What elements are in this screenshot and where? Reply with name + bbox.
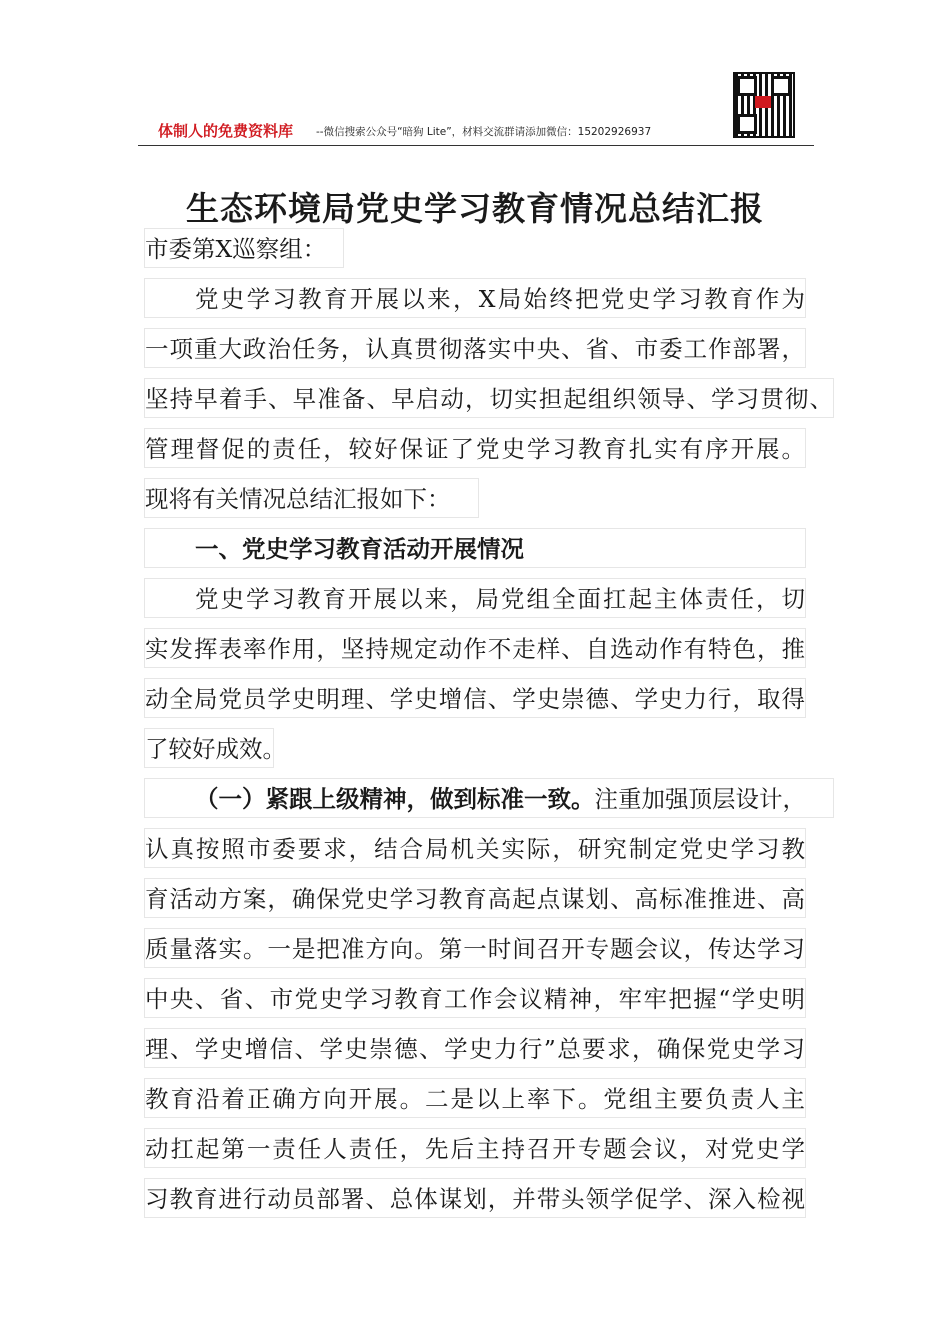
page-header <box>138 70 814 146</box>
paragraph-line: 了较好成效。 <box>144 728 274 768</box>
paragraph-line: 动全局党员学史明理、学史增信、学史崇德、学史力行，取得 <box>144 678 806 718</box>
paragraph-line: 现将有关情况总结汇报如下： <box>144 478 479 518</box>
paragraph-line: 育活动方案，确保党史学习教育高起点谋划、高标准推进、高 <box>144 878 806 918</box>
paragraph-line: 党史学习教育开展以来，X局始终把党史学习教育作为 <box>144 278 806 318</box>
section-heading: 一、党史学习教育活动开展情况 <box>144 528 806 568</box>
subsection-text: 注重加强顶层设计， <box>594 785 806 813</box>
paragraph-line: 一项重大政治任务，认真贯彻落实中央、省、市委工作部署， <box>144 328 806 368</box>
subsection-heading: （一）紧跟上级精神，做到标准一致。 <box>195 785 595 813</box>
qr-code-icon <box>733 72 795 138</box>
brand-text: 体制人的免费资料库 <box>158 122 294 140</box>
paragraph-line: 实发挥表率作用，坚持规定动作不走样、自选动作有特色，推 <box>144 628 806 668</box>
slogan-text: --微信搜索公众号“暗狗 Lite”，材料交流群请添加微信：15202926937 <box>316 126 652 138</box>
paragraph-line: 质量落实。一是把准方向。第一时间召开专题会议，传达学习 <box>144 928 806 968</box>
paragraph-line: 坚持早着手、早准备、早启动，切实担起组织领导、学习贯彻、 <box>144 378 834 418</box>
paragraph-line: 理、学史增信、学史崇德、学史力行”总要求，确保党史学习 <box>144 1028 806 1068</box>
paragraph-line: 认真按照市委要求，结合局机关实际，研究制定党史学习教 <box>144 828 806 868</box>
paragraph-line: 党史学习教育开展以来，局党组全面扛起主体责任，切 <box>144 578 806 618</box>
subsection-line <box>144 778 834 818</box>
paragraph-line: 教育沿着正确方向开展。二是以上率下。党组主要负责人主 <box>144 1078 806 1118</box>
paragraph-line: 中央、省、市党史学习教育工作会议精神，牢牢把握“学史明 <box>144 978 806 1018</box>
paragraph-line: 动扛起第一责任人责任，先后主持召开专题会议，对党史学 <box>144 1128 806 1168</box>
document-title: 生态环境局党史学习教育情况总结汇报 <box>186 189 764 228</box>
salutation: 市委第X巡察组： <box>144 228 344 268</box>
paragraph-line: 管理督促的责任，较好保证了党史学习教育扎实有序开展。 <box>144 428 806 468</box>
paragraph-line: 习教育进行动员部署、总体谋划，并带头领学促学、深入检视 <box>144 1178 806 1218</box>
